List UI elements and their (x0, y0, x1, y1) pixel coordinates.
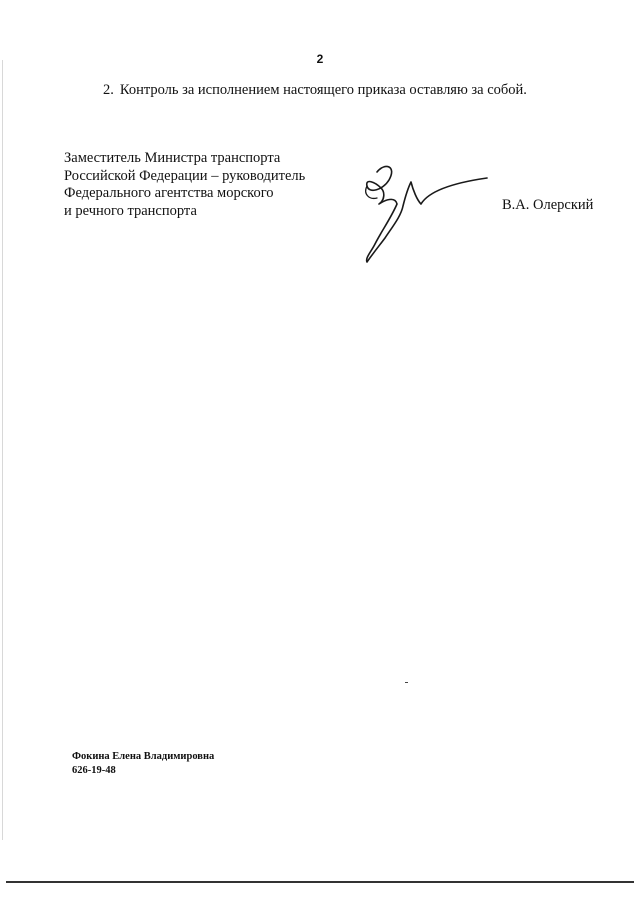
handwritten-signature (355, 160, 490, 265)
scan-edge (2, 60, 3, 840)
signatory-title (64, 150, 305, 220)
scan-speck (405, 682, 408, 683)
signatory-title-line: Федерального агентства морского (64, 185, 274, 201)
signatory-title-line: Заместитель Министра транспорта (64, 150, 281, 166)
page-number: 2 (316, 52, 324, 66)
executor-block (72, 750, 214, 778)
executor-name: Фокина Елена Владимировна (72, 751, 215, 762)
bottom-rule (6, 881, 634, 883)
order-clause (103, 82, 527, 99)
clause-text: Контроль за исполнением настоящего приказа оставляю за собой. (119, 82, 527, 98)
executor-phone: 626-19-48 (72, 765, 116, 776)
clause-number: 2. (103, 82, 114, 98)
signatory-title-line: и речного транспорта (64, 202, 197, 219)
signer-name: В.А. Олерский (502, 197, 594, 213)
signatory-title-line: Российской Федерации – руководитель (64, 167, 306, 184)
